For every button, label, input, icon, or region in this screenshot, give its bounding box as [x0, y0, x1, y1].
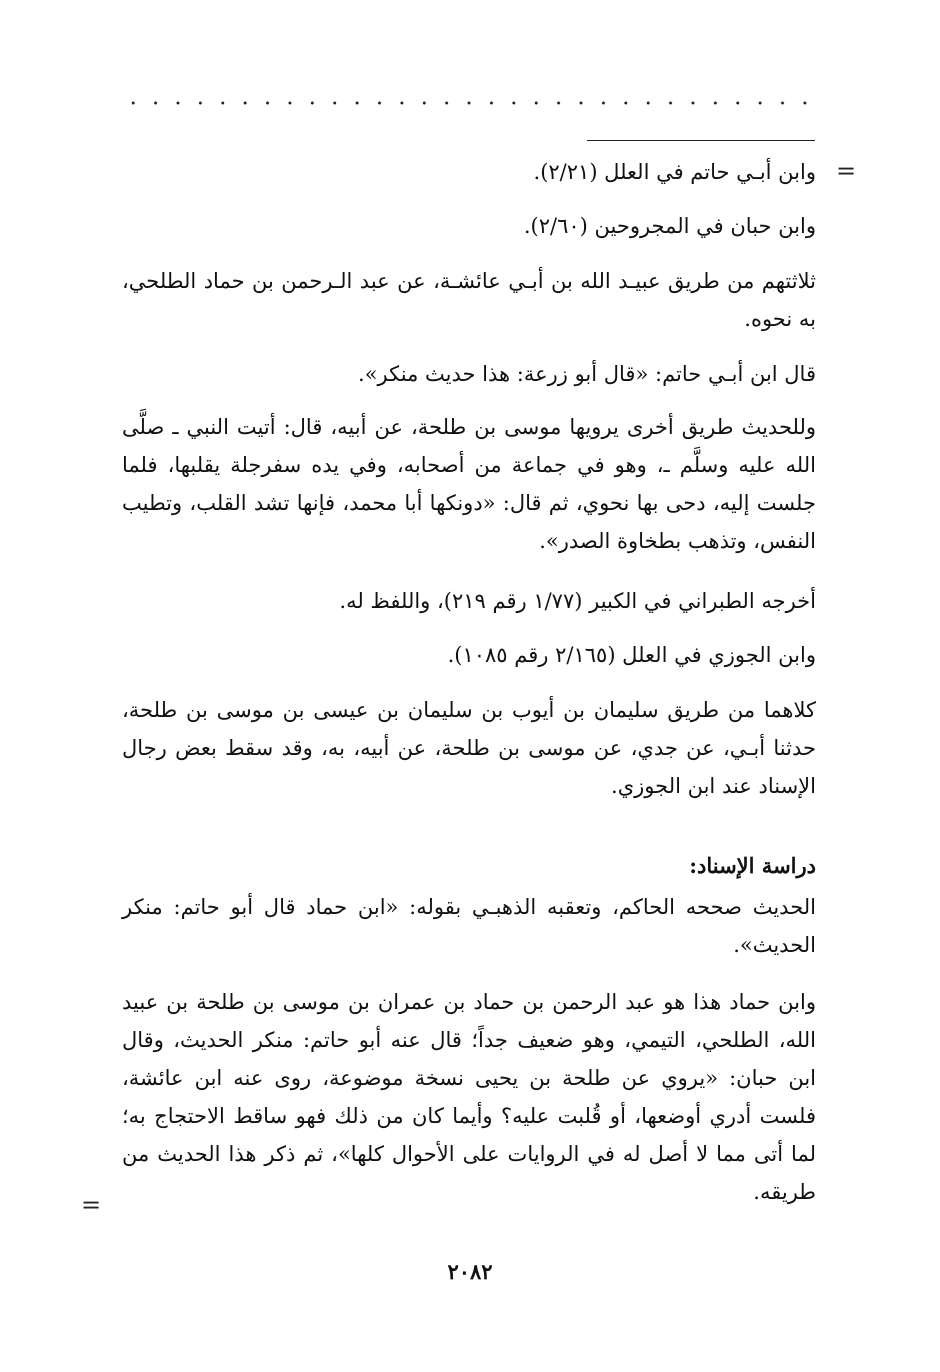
continuation-mark-top: = — [836, 157, 857, 185]
paragraph-5: وللحديث طريق أخرى يرويها موسى بن طلحة، عن أبيه، قال: أتيت النبي ـ صلَّى الله عليه وسلَّم ـ، وهو في جماعة من أصحابه، وفي يده سفرجلة يقلبها، فلما جلست إليه، دحى بها نحوي، ثم قال: «دونكها أبا محمد، فإنها تشد القلب، وتطيب النفس، وتذهب بطخاوة الصدر». — [122, 415, 816, 553]
paragraph-7: وابن الجوزي في العلل (٢/١٦٥ رقم ١٠٨٥). — [447, 643, 816, 667]
footnote-rule — [587, 140, 815, 141]
section-heading: دراسة الإسناد: — [689, 853, 816, 878]
separator-dots — [122, 96, 816, 110]
paragraph-6: أخرجه الطبراني في الكبير (١/٧٧ رقم ٢١٩)، واللفظ له. — [339, 589, 816, 613]
paragraph-4: قال ابن أبـي حاتم: «قال أبو زرعة: هذا حديث منكر». — [358, 362, 816, 386]
page-number: ٢٠٨٢ — [447, 1259, 493, 1284]
paragraph-2: وابن حبان في المجروحين (٢/٦٠). — [523, 214, 816, 238]
paragraph-3: ثلاثتهم من طريق عبيـد الله بن أبـي عائشـة، عن عبد الـرحمن بن حماد الطلحي، به نحوه. — [122, 269, 816, 331]
continuation-mark-bottom: = — [81, 1191, 102, 1219]
paragraph-10: وابن حماد هذا هو عبد الرحمن بن حماد بن عمران بن موسى بن طلحة بن عبيد الله، الطلحي، التيمي، وهو ضعيف جداً؛ قال عنه أبو حاتم: منكر الحديث، وقال ابن حبان: «يروي عن طلحة بن يحيى نسخة موضوعة، روى عنه ابن عائشة، فلست أدري أوضعها، أو قُلبت عليه؟ وأيما كان من ذلك فهو ساقط الاحتجاج به؛ لما أتى مما لا أصل له في الروايات على الأحوال كلها»، ثم ذكر هذا الحديث من طريقه. — [122, 990, 816, 1204]
paragraph-1: وابن أبـي حاتم في العلل (٢/٢١). — [533, 160, 816, 184]
paragraph-9: الحديث صححه الحاكم، وتعقبه الذهبـي بقوله: «ابن حماد قال أبو حاتم: منكر الحديث». — [122, 895, 816, 957]
paragraph-8: كلاهما من طريق سليمان بن أيوب بن سليمان بن عيسى بن موسى بن طلحة، حدثنا أبـي، عن جدي، عن موسى بن طلحة، عن أبيه، به، وقد سقط بعض رجال الإسناد عند ابن الجوزي. — [122, 698, 816, 798]
